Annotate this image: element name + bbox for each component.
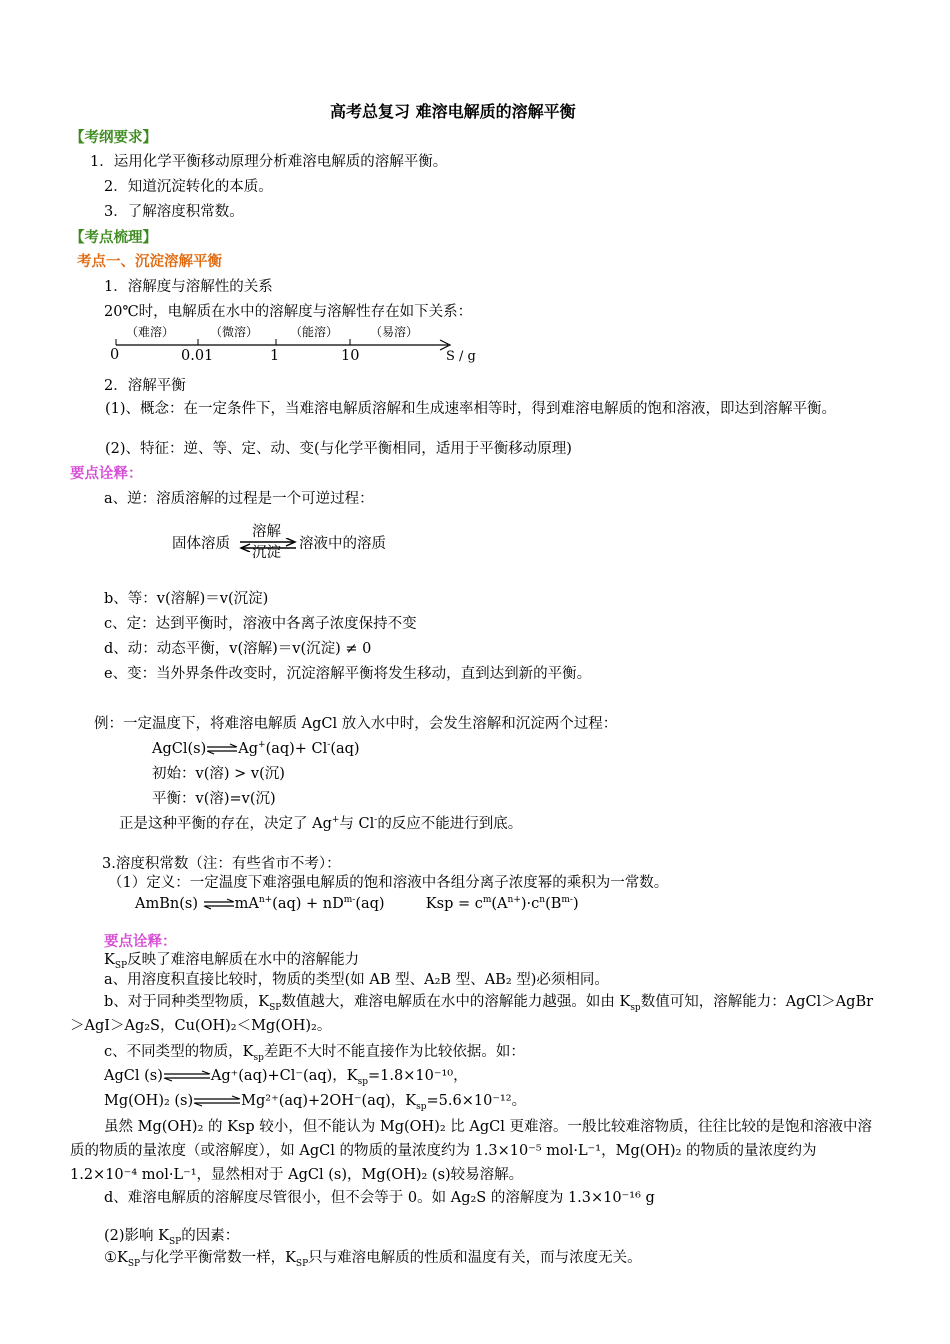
example-intro: 例：一定温度下，将难溶电解质 AgCl 放入水中时，会发生溶解和沉淀两个过程： [94, 716, 618, 732]
points-header: 【考点梳理】 [70, 230, 157, 246]
balance-title: 2．溶解平衡 [104, 378, 186, 394]
requirement-3: 3．了解溶度积常数。 [104, 204, 244, 220]
agcl-right: Ag⁺(aq)+Cl⁻(aq)，K [210, 1068, 358, 1084]
factor1-sub1: SP [127, 1258, 141, 1269]
scale-label-slight: （微溶） [210, 325, 259, 339]
factors-sub: SP [168, 1236, 182, 1247]
example-start: 初始：v(溶) > v(沉) [152, 766, 285, 782]
example-eq-sup1: + [258, 740, 266, 751]
ksp-title: 3.溶度积常数（注：有些省市不考）： [102, 856, 341, 872]
ksp-b-part2: 数值越大，难溶电解质在水中的溶解能力越强。如由 K [281, 994, 631, 1010]
ksp-expr-d: (B [545, 896, 562, 912]
example-eq-ag: Ag [238, 741, 259, 757]
ksp-expr-a: Ksp = c [425, 896, 483, 912]
ksp-b-part1: b、对于同种类型物质，K [104, 994, 270, 1010]
mgoh2-value: =5.6×10⁻¹²。 [426, 1093, 527, 1109]
conclusion-part-c: 的反应不能进行到底。 [377, 816, 523, 832]
ksp-k-sub: SP [114, 960, 128, 971]
eq-solid-solute: 固体溶质 [172, 536, 230, 552]
requirements-header: 【考纲要求】 [70, 130, 157, 146]
eq-precipitate-label: 沉淀 [252, 545, 281, 561]
ksp-c-sub: sp [253, 1052, 264, 1063]
ksp-eq-mgoh2 [104, 1091, 526, 1111]
ksp-expr-sup1: m [482, 895, 492, 906]
example-conclusion [119, 814, 522, 834]
conclusion-sup2: - [374, 815, 378, 826]
ksp-point-c [104, 1042, 525, 1062]
equilibrium-arrow-icon [203, 898, 235, 910]
example-balance: 平衡：v(溶)=v(沉) [152, 791, 276, 807]
mgoh2-left: Mg(OH)₂ (s) [104, 1093, 194, 1109]
example-eq-left: AgCl(s) [152, 741, 207, 757]
conclusion-part-a: 正是这种平衡的存在，决定了 Ag [119, 816, 332, 832]
agcl-value: =1.8×10⁻¹⁰， [368, 1068, 468, 1084]
requirement-2: 2．知道沉淀转化的本质。 [104, 179, 273, 195]
ksp-eq-sup1: n+ [258, 895, 273, 906]
mgoh2-sub: sp [416, 1101, 427, 1112]
ksp-expr-b: (A [491, 896, 508, 912]
example-eq-cl: (aq)+ Cl [265, 741, 328, 757]
ksp-reflects-text: 反映了难溶电解质在水中的溶解能力 [127, 952, 360, 968]
ksp-comparison-paragraph: 虽然 Mg(OH)₂ 的 Ksp 较小，但不能认为 Mg(OH)₂ 比 AgCl 更难溶。一般比较难溶物质，往往比较的是饱和溶液中溶质的物质的量浓度（或溶解度），如 AgCl 的物质的量浓度约为 1.3×10⁻⁵ mol·L⁻¹，Mg(OH)₂ 的物质的量浓度约为 1.2×10⁻⁴ mol·L⁻¹，显然相对于 AgCl (s)，Mg(OH)₂ (s)较易溶解。 [70, 1119, 872, 1183]
agcl-left: AgCl (s) [104, 1068, 163, 1084]
scale-label-easy: （易溶） [370, 325, 419, 339]
balance-concept: (1)、概念：在一定条件下，当难溶电解质溶解和生成速率相等时，得到难溶电解质的饱和溶液，即达到溶解平衡。 [105, 401, 837, 417]
eq-dissolved-solute: 溶液中的溶质 [299, 536, 386, 552]
scale-label-soluble: （能溶） [290, 325, 339, 339]
solubility-title: 1．溶解度与溶解性的关系 [104, 279, 273, 295]
factor1-part2: 与化学平衡常数一样，K [140, 1250, 296, 1266]
solubility-intro: 20℃时，电解质在水中的溶解度与溶解性存在如下关系： [104, 304, 473, 320]
ksp-c-part2: 差距不大时不能直接作为比较依据。如： [263, 1044, 525, 1060]
point-e: e、变：当外界条件改变时，沉淀溶解平衡将发生移动，直到达到新的平衡。 [104, 666, 592, 682]
point-c: c、定：达到平衡时，溶液中各离子浓度保持不变 [104, 616, 417, 632]
ksp-point-a: a、用溶度积直接比较时，物质的类型(如 AB 型、A₂B 型、AB₂ 型)必须相同。 [104, 972, 609, 988]
conclusion-sup1: + [331, 815, 340, 826]
note-header-1: 要点诠释： [70, 466, 143, 482]
factor1-sub2: SP [295, 1258, 309, 1269]
ksp-eq-agcl [104, 1066, 468, 1086]
example-eq-end: (aq) [330, 741, 360, 757]
ksp-point-d: d、难溶电解质的溶解度尽管很小，但不会等于 0。如 Ag₂S 的溶解度为 1.3×10⁻¹⁶ g [104, 1190, 655, 1206]
ksp-expr-sup2: n+ [507, 895, 521, 906]
solubility-scale-axis [110, 335, 460, 351]
ksp-expr-sup4: m- [561, 895, 573, 906]
ksp-eq-sup2: m- [343, 895, 356, 906]
factor1-part1: ①K [104, 1250, 128, 1266]
ksp-eq-nd: (aq) + nD [272, 896, 344, 912]
ksp-point-b [70, 990, 885, 1038]
scale-tick-0: 0 [110, 347, 120, 363]
factors-part2: 的因素： [181, 1228, 240, 1244]
ksp-definition: （1）定义：一定温度下难溶强电解质的饱和溶液中各组分离子浓度幂的乘积为一常数。 [108, 875, 669, 891]
agcl-sub: sp [357, 1076, 369, 1087]
scale-tick-001: 0.01 [181, 348, 214, 364]
ksp-factor-1 [104, 1248, 642, 1268]
note-header-2: 要点诠释： [104, 934, 177, 950]
scale-label-insoluble: （难溶） [126, 325, 175, 339]
equilibrium-arrow-icon [163, 1070, 211, 1082]
example-eq-sup2: - [327, 740, 331, 751]
scale-tick-1: 1 [270, 348, 280, 364]
scale-unit: S / g [446, 349, 476, 364]
point-b: b、等：v(溶解)＝v(沉淀) [104, 591, 269, 607]
ksp-c-part1: c、不同类型的物质，K [104, 1044, 254, 1060]
equilibrium-arrow-icon [206, 743, 238, 755]
ksp-expr-sup3: n [539, 895, 546, 906]
ksp-b-sub1: SP [269, 1002, 282, 1013]
point-d: d、动：动态平衡，v(溶解)＝v(沉淀) ≠ 0 [104, 641, 372, 657]
ksp-factors-title [104, 1226, 239, 1246]
ksp-equation [135, 894, 579, 914]
factor1-part3: 只与难溶电解质的性质和温度有关，而与浓度无关。 [308, 1250, 642, 1266]
ksp-eq-left: AmBn(s) [135, 896, 198, 912]
ksp-reflects [104, 950, 359, 970]
ksp-eq-ma: mA [234, 896, 259, 912]
ksp-expr-c: )·c [520, 896, 540, 912]
ksp-eq-aq: (aq) [355, 896, 385, 912]
conclusion-part-b: 与 Cl [339, 816, 375, 832]
balance-feature: (2)、特征：逆、等、定、动、变(与化学平衡相同，适用于平衡移动原理) [105, 441, 572, 457]
page-title: 高考总复习 难溶电解质的溶解平衡 [330, 102, 576, 121]
ksp-b-part3: 数值可知，溶解能力：AgCl＞AgBr＞AgI＞Ag₂S，Cu(OH)₂＜Mg(OH)₂。 [70, 994, 874, 1034]
factors-part1: (2)影响 K [104, 1228, 169, 1244]
ksp-k: K [104, 952, 115, 968]
equilibrium-arrow-icon [193, 1095, 241, 1107]
point-a: a、逆：溶质溶解的过程是一个可逆过程： [104, 491, 374, 507]
ksp-b-sub2: sp [630, 1002, 641, 1013]
requirement-1: 1．运用化学平衡移动原理分析难溶电解质的溶解平衡。 [90, 154, 448, 170]
ksp-expr-e: ) [572, 896, 579, 912]
mgoh2-right: Mg²⁺(aq)+2OH⁻(aq)，K [241, 1093, 417, 1109]
eq-dissolve-label: 溶解 [252, 524, 281, 540]
point-1-header: 考点一、沉淀溶解平衡 [77, 254, 222, 270]
example-equation [152, 739, 360, 759]
scale-tick-10: 10 [341, 348, 360, 364]
